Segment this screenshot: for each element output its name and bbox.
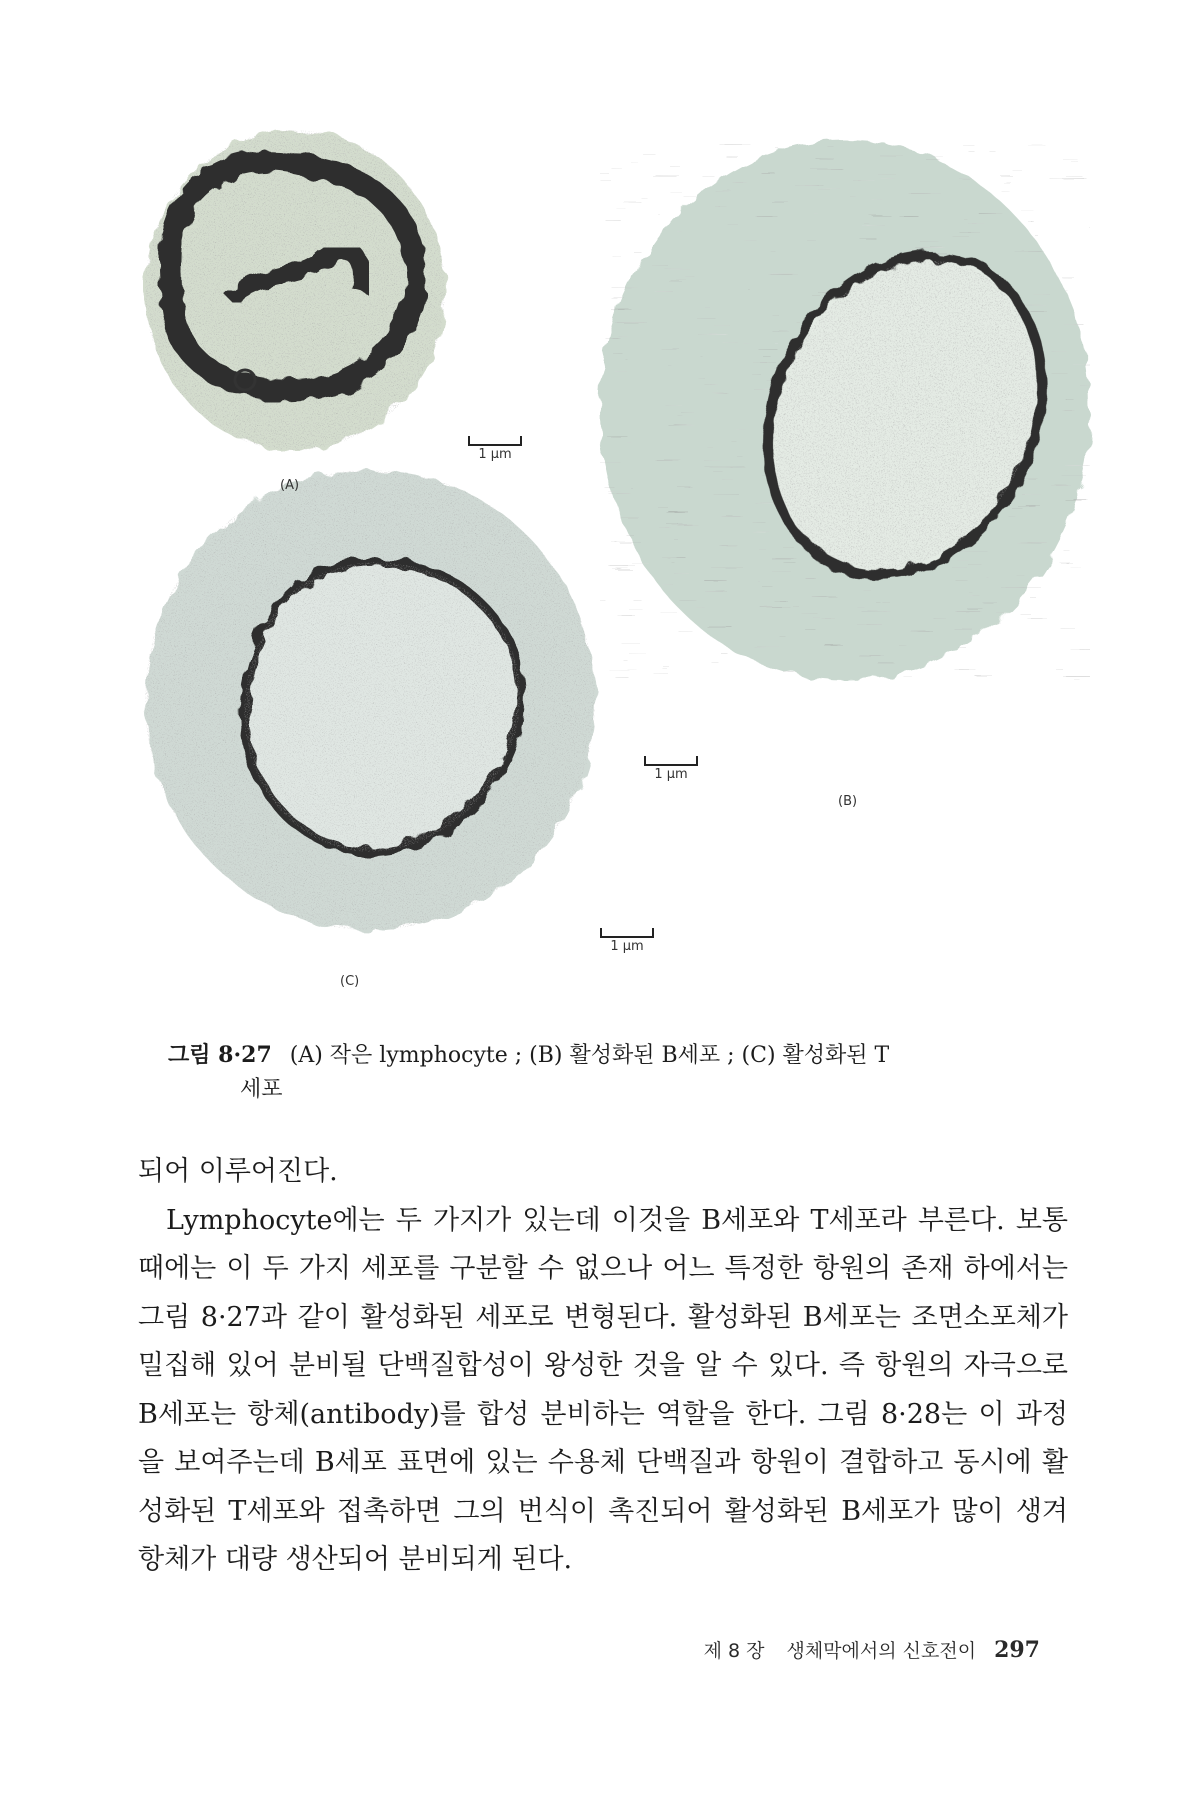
panel-label-a: (A) [280,478,300,493]
caption-line-1: (A) 작은 lymphocyte ; (B) 활성화된 B세포 ; (C) 활성화된 T [289,1043,890,1068]
cell-a [145,130,445,450]
figure-number: 그림 8·27 [168,1042,272,1068]
scale-bar-a [460,436,530,462]
running-footer [620,1636,1040,1663]
caption-line-2: 세포 [240,1077,283,1102]
chapter-title: 생체막에서의 신호전이 [786,1640,977,1662]
chapter-number: 제 8 장 [703,1640,765,1662]
cell-c [145,470,595,930]
scale-bar-c [592,928,662,954]
paragraph-lymphocyte: Lymphocyte에는 두 가지가 있는데 이것을 B세포와 T세포라 부른다. 보통때에는 이 두 가지 세포를 구분할 수 없으나 어느 특정한 항원의 존재 하에서는 그림 8·27과 같이 활성화된 세포로 변형된다. 활성화된 B세포는 조면소포체가 밀집해 있어 분비될 단백질합성이 왕성한 것을 알 수 있다. 즉 항원의 자극으로 B세포는 항체(antibody)를 합성 분비하는 역할을 한다. 그림 8·28는 이 과정을 보여주는데 B세포 표면에 있는 수용체 단백질과 항원이 결합하고 동시에 활성화된 T세포와 접촉하면 그의 번식이 촉진되어 활성화된 B세포가 많이 생겨 항체가 대량 생산되어 분비되게 된다. [138,1204,1068,1575]
panel-label-c: (C) [340,974,360,989]
scale-bar-a-label: 1 μm [478,447,512,462]
scale-bar-c-label: 1 μm [610,939,644,954]
paragraph-continuation: 되어 이루어진다. [138,1156,338,1187]
figure-caption [168,1038,1028,1107]
cell-b [600,140,1093,680]
scale-bar-b-label: 1 μm [654,767,688,782]
scale-bar-b [636,756,706,782]
page-number: 297 [994,1637,1040,1663]
body-text [138,1148,1068,1585]
panel-label-b: (B) [838,794,858,809]
